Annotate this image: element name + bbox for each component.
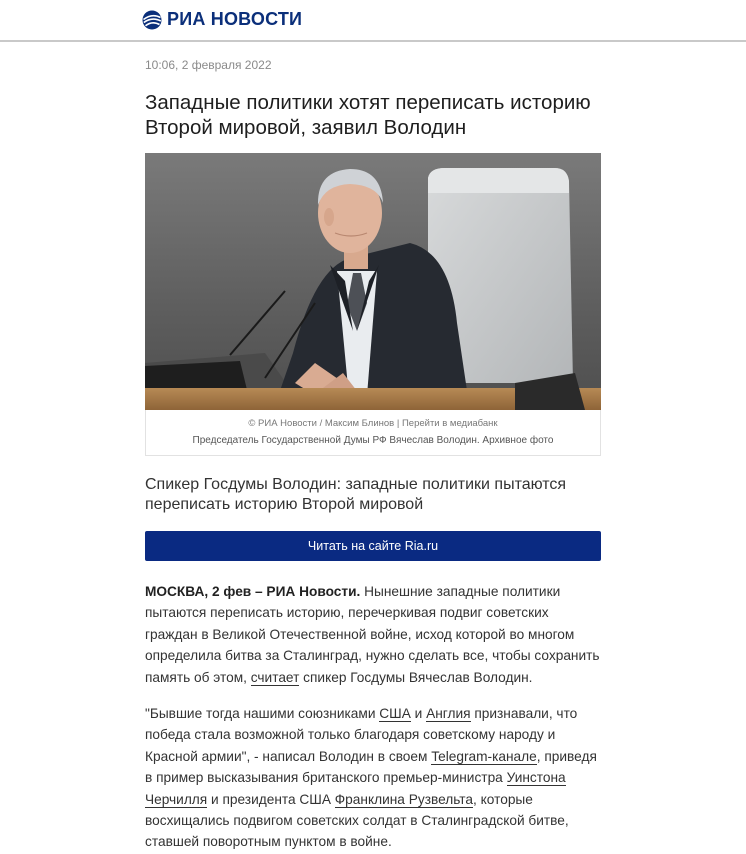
site-logo[interactable] xyxy=(142,9,302,30)
paragraph-text: спикер Госдумы Вячеслав Володин. xyxy=(299,669,533,685)
paragraph-text: "Бывшие тогда нашими союзниками xyxy=(145,706,380,721)
link-roosevelt[interactable]: Франклина Рузвельта xyxy=(334,791,474,807)
paragraph-text: и президента США xyxy=(207,791,335,807)
article-datetime: 10:06, 2 февраля 2022 xyxy=(145,58,272,72)
paragraph-text: и xyxy=(410,706,427,721)
article-photo[interactable] xyxy=(145,153,601,410)
paragraph-text: признавали, что победа стала возможной только благодаря советскому народу и Красной армии", - написал Володин в своем xyxy=(145,706,578,764)
paragraph-text: , приведя в пример высказывания британского премьер-министра xyxy=(145,748,597,786)
article-lead: Спикер Госдумы Володин: западные политики пытаются переписать историю Второй мировой xyxy=(145,476,567,513)
dateline: МОСКВА, 2 фев – РИА Новости. xyxy=(145,584,361,599)
article-title: Западные политики хотят переписать историю Второй мировой, заявил Володин xyxy=(145,91,591,139)
ria-globe-icon xyxy=(142,10,162,30)
link-england[interactable]: Англия xyxy=(426,706,471,721)
paragraph-text: Нынешние западные политики пытаются переписать историю, перечеркивая подвиг советских граждан в Великой Отечественной войне, исход которой во многом определила битва за Сталинград, нужно сделать все, чтобы сохранить память об этом, xyxy=(145,584,600,685)
article-paragraph-1 xyxy=(145,581,601,688)
photo-caption: Председатель Государственной Думы РФ Вячеслав Володин. Архивное фото xyxy=(192,435,554,446)
site-header xyxy=(0,0,746,42)
credit-separator: | xyxy=(396,418,400,429)
photo-caption-box xyxy=(145,410,601,456)
article-paragraph-2 xyxy=(145,703,601,853)
photo-credit-source: © РИА Новости / Максим Блинов xyxy=(248,418,395,429)
photo-illustration xyxy=(145,153,601,410)
link-schitaet[interactable]: считает xyxy=(250,669,300,685)
photo-credit xyxy=(146,418,600,429)
read-on-site-button[interactable]: Читать на сайте Ria.ru xyxy=(145,531,601,561)
link-telegram-channel[interactable]: Telegram-канале xyxy=(431,748,537,764)
paragraph-text: , которые восхищались подвигом советских солдат в Сталинградской битве, ставшей поворотным пунктом в войне. xyxy=(145,791,569,850)
link-usa[interactable]: США xyxy=(379,706,411,721)
link-churchill[interactable]: Уинстона Черчилля xyxy=(145,770,566,807)
site-name: РИА НОВОСТИ xyxy=(167,9,303,29)
mediabank-link[interactable]: Перейти в медиабанк xyxy=(401,418,498,429)
